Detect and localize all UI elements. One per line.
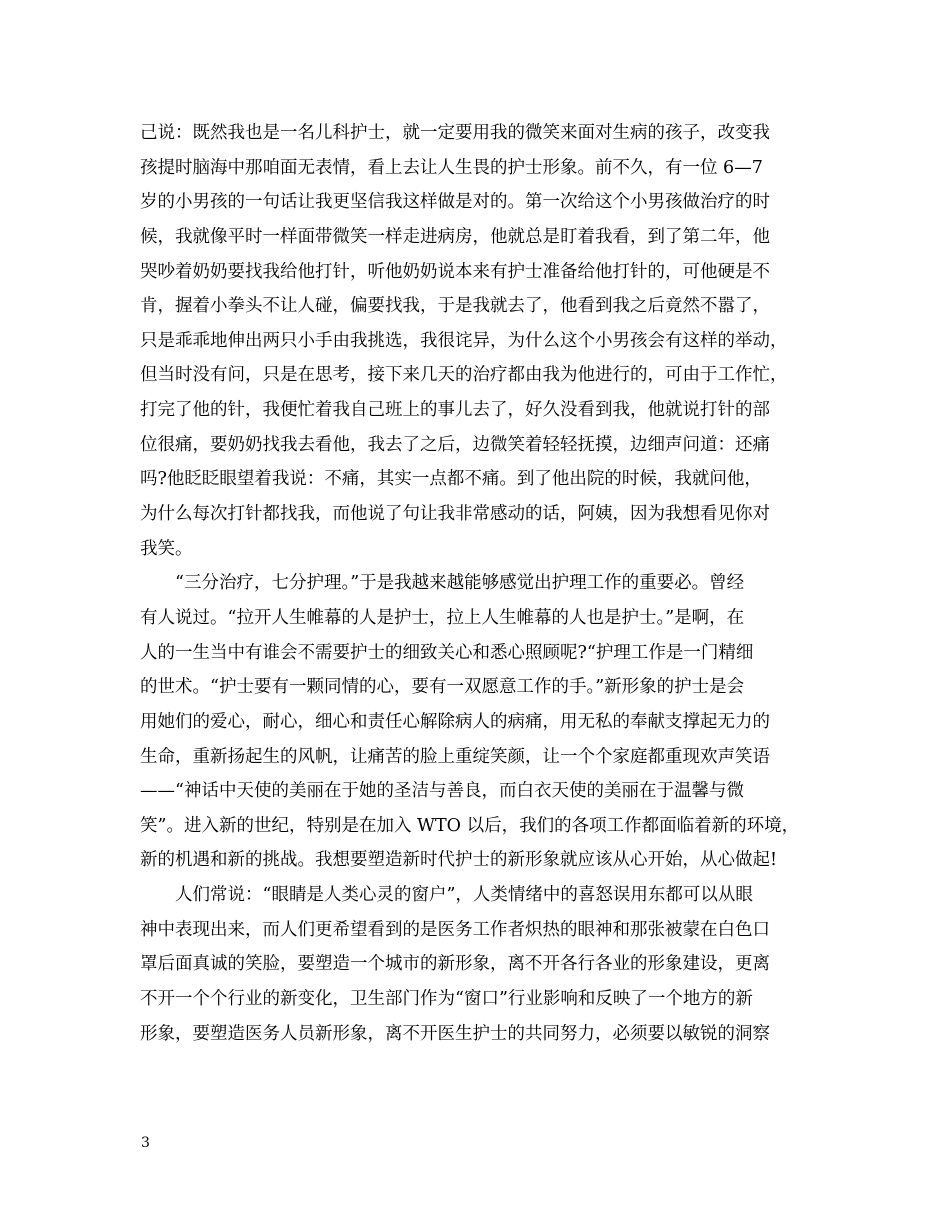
text-line: 生命，重新扬起生的风帆，让痛苦的脸上重绽笑颜，让一个个家庭都重现欢声笑语 — [140, 746, 770, 767]
text-line: 岁的小男孩的一句话让我更坚信我这样做是对的。第一次给这个小男孩做治疗的时 — [140, 192, 770, 213]
text-line: 不开一个个行业的新变化，卫生部门作为“窗口”行业影响和反映了一个地方的新 — [140, 989, 753, 1010]
text-line: 新的机遇和新的挑战。我想要塑造新时代护士的新形象就应该从心开始，从心做起! — [140, 850, 778, 871]
text-line: 孩提时脑海中那咱面无表情，看上去让人生畏的护士形象。前不久，有一位 6—7 — [140, 157, 763, 178]
text-line: 我笑。 — [140, 538, 193, 559]
text-line: 形象，要塑造医务人员新形象，离不开医生护士的共同努力，必须要以敏锐的洞察 — [140, 1023, 770, 1044]
text-line: 只是乖乖地伸出两只小手由我挑选，我很诧异，为什么这个小男孩会有这样的举动， — [140, 330, 788, 351]
text-line: 的世术。“护士要有一颗同情的心，要有一双愿意工作的手。”新形象的护士是会 — [140, 677, 745, 698]
text-line: 但当时没有问，只是在思考，接下来几天的治疗都由我为他进行的，可由于工作忙， — [140, 365, 788, 386]
text-line: 位很痛，要奶奶找我去看他，我去了之后，边微笑着轻轻抚摸，边细声问道：还痛 — [140, 434, 770, 455]
text-line: 罩后面真诚的笑脸，要塑造一个城市的新形象，离不开各行各业的形象建设，更离 — [140, 954, 770, 975]
text-line: ——“神话中天使的美丽在于她的圣洁与善良，而白衣天使的美丽在于温馨与微 — [140, 781, 744, 802]
text-line: 神中表现出来，而人们更希望看到的是医务工作者炽热的眼神和那张被蒙在白色口 — [140, 919, 770, 940]
text-line: 用她们的爱心，耐心，细心和责任心解除病人的病痛，用无私的奉献支撑起无力的 — [140, 711, 770, 732]
text-line: 肯，握着小拳头不让人碰，偏要找我，于是我就去了，他看到我之后竟然不嚣了， — [140, 296, 770, 317]
text-line: 己说：既然我也是一名儿科护士，就一定要用我的微笑来面对生病的孩子，改变我 — [140, 123, 770, 143]
text-line: 候，我就像平时一样面带微笑一样走进病房，他就总是盯着我看，到了第二年，他 — [140, 226, 770, 247]
text-line: 人们常说：“眼睛是人类心灵的窗户”，人类情绪中的喜怒误用东都可以从眼 — [175, 885, 753, 906]
text-line: 打完了他的针，我便忙着我自己班上的事儿去了，好久没看到我，他就说打针的部 — [140, 400, 770, 421]
document-body — [140, 116, 820, 1051]
text-line: 人的一生当中有谁会不需要护士的细致关心和悉心照顾呢?“护理工作是一门精细 — [140, 642, 754, 663]
text-line: 哭吵着奶奶要找我给他打针，听他奶奶说本来有护士准备给他打针的，可他硬是不 — [140, 261, 770, 282]
text-line: “三分治疗，七分护理。”于是我越来越能够感觉出护理工作的重要必。曾经 — [175, 573, 745, 594]
text-line: 为什么每次打针都找我，而他说了句让我非常感动的话，阿姨，因为我想看见你对 — [140, 504, 770, 525]
text-line: 笑”。进入新的世纪，特别是在加入 WTO 以后，我们的各项工作都面临着新的环境， — [140, 815, 800, 836]
text-line: 有人说过。“拉开人生帷幕的人是护士，拉上人生帷幕的人也是护士。”是啊，在 — [140, 607, 745, 628]
page-number: 3 — [141, 1135, 150, 1151]
text-line: 吗?他眨眨眼望着我说：不痛，其实一点都不痛。到了他出院的时候，我就问他， — [140, 469, 762, 490]
